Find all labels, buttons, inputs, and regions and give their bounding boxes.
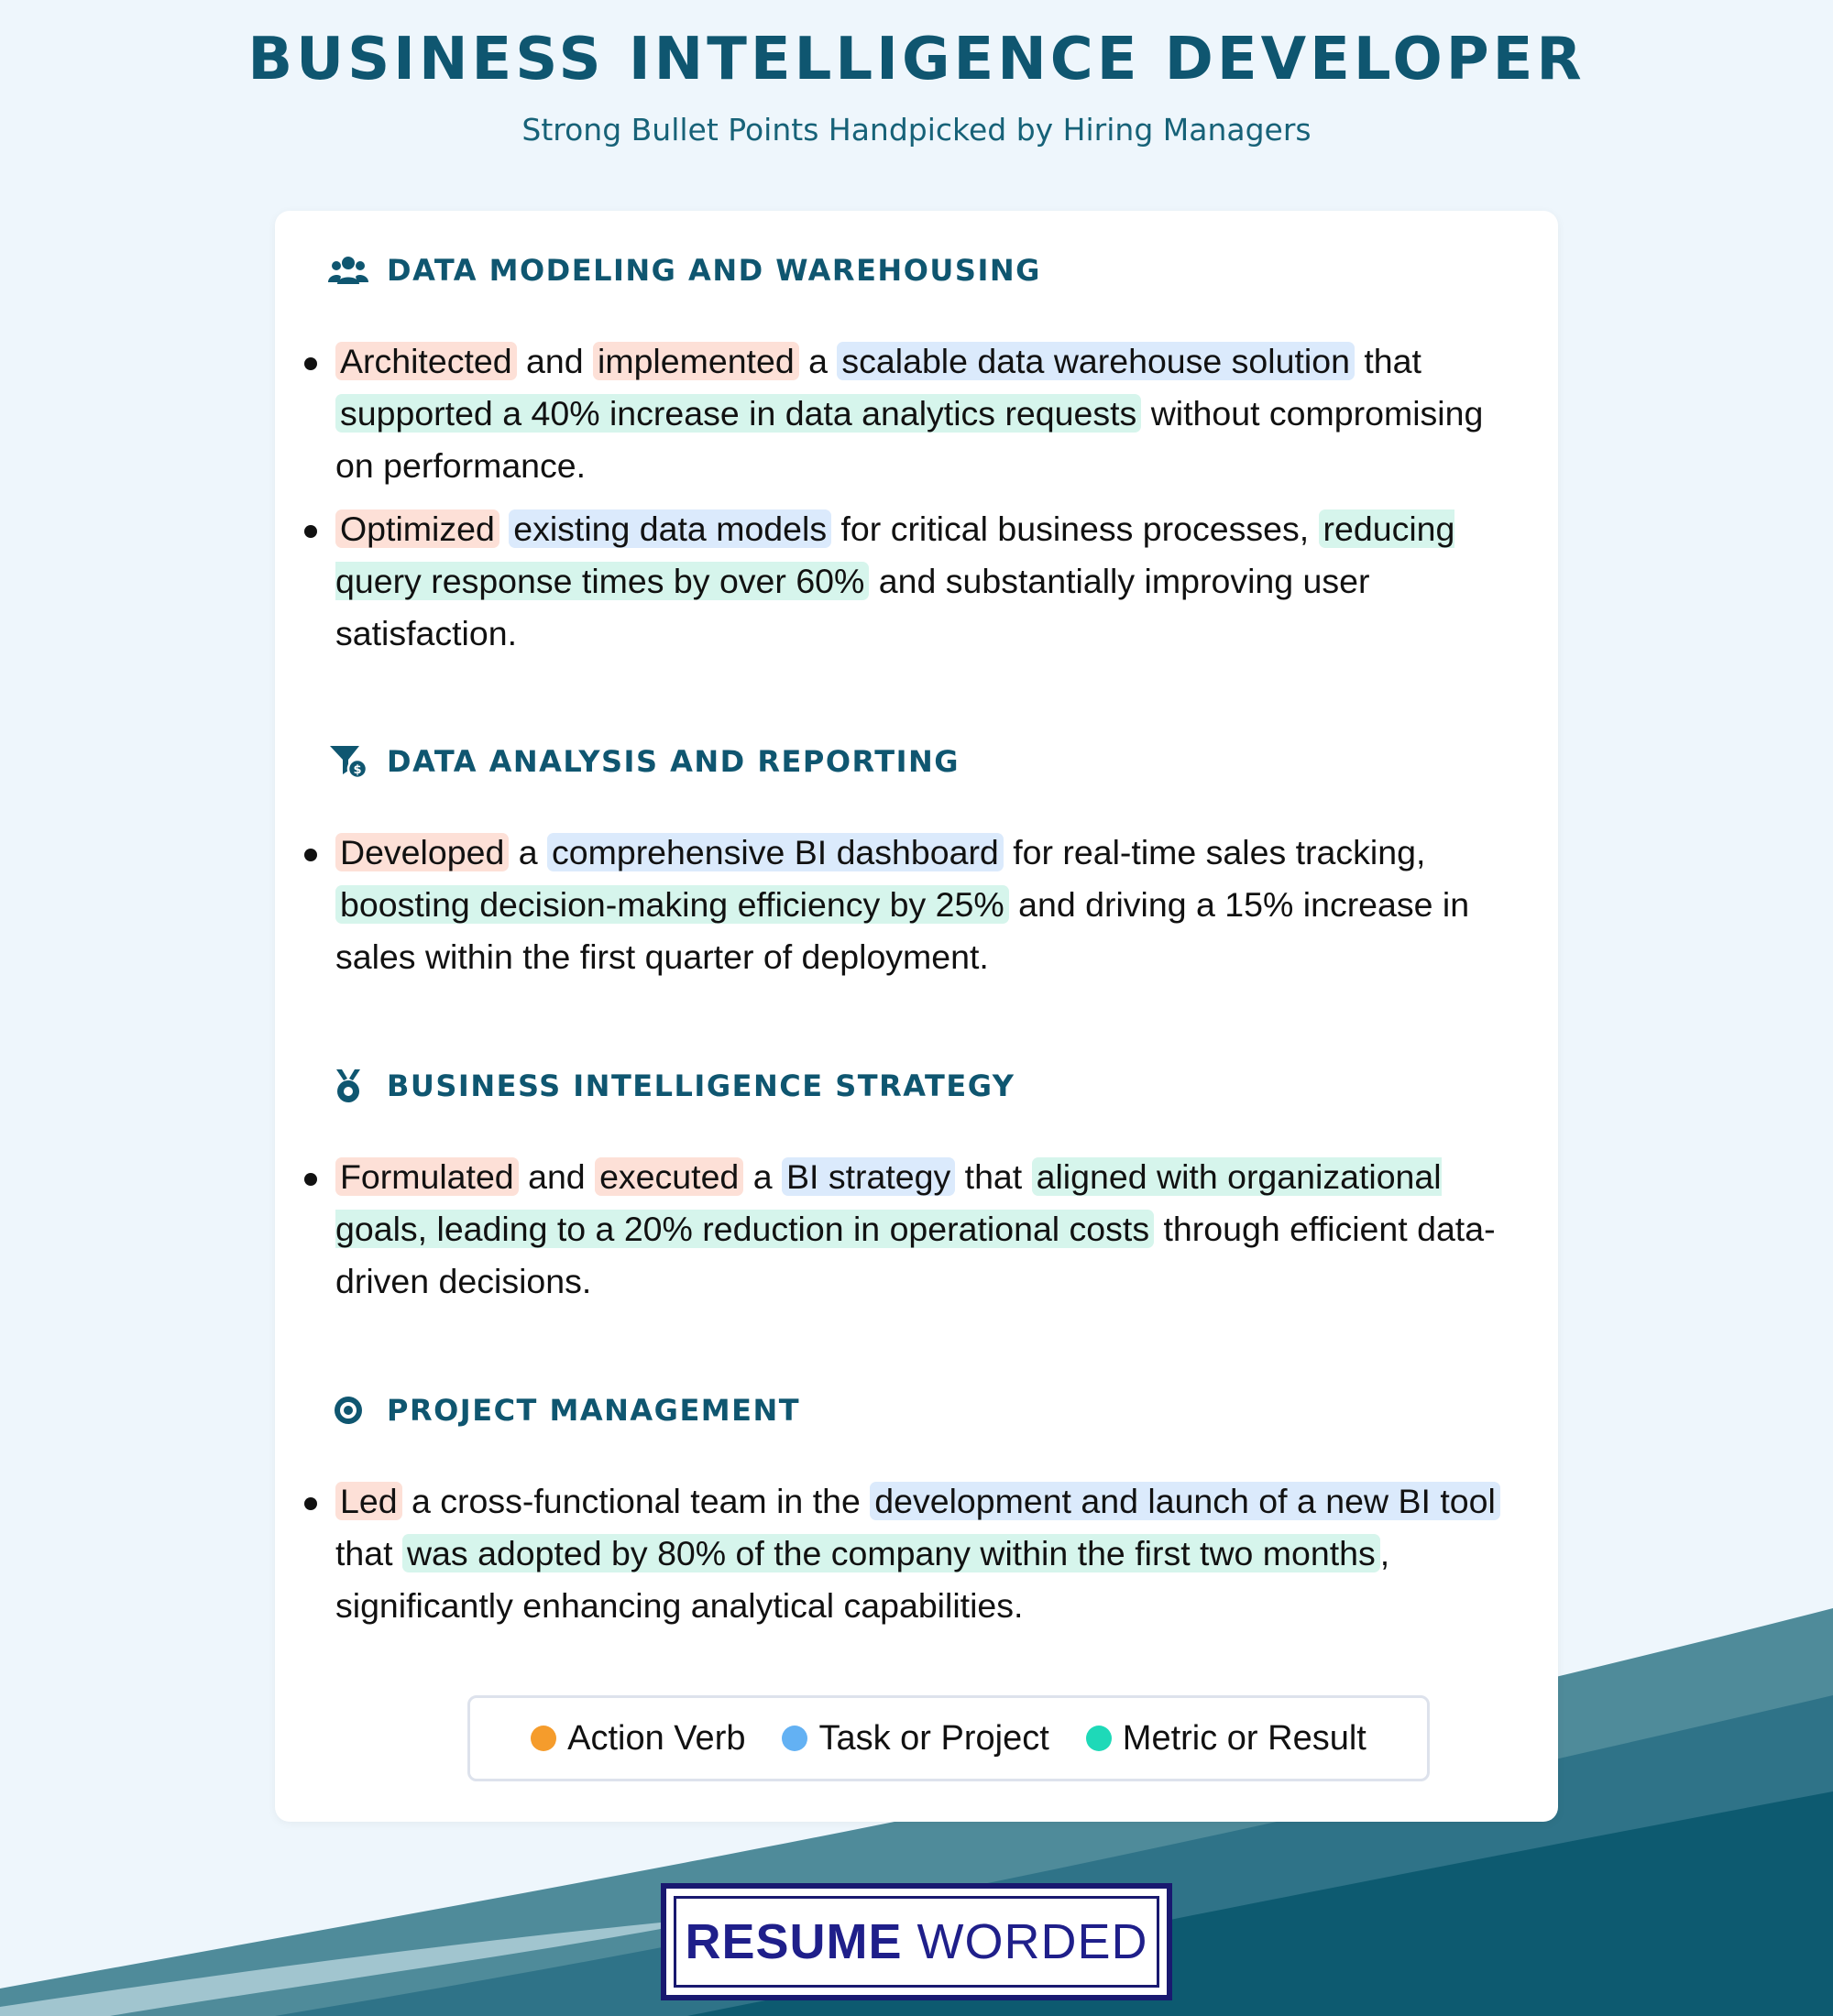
bullet-points-card: [275, 211, 1558, 1822]
bullet-text-segment: a cross-functional team in the: [401, 1482, 871, 1520]
task-highlight: BI strategy: [782, 1157, 955, 1196]
logo-text-light: WORDED: [902, 1914, 1148, 1969]
section-bi-strategy: [275, 1063, 1558, 1319]
action-verb-highlight: Architected: [335, 342, 517, 380]
task-highlight: development and launch of a new BI tool: [870, 1482, 1500, 1520]
page-title: BUSINESS INTELLIGENCE DEVELOPER: [247, 26, 1586, 93]
bullet-text-segment: [499, 509, 509, 548]
metric-highlight: aligned with organizational goals, leading to a 20% reduction in operational costs: [335, 1157, 1442, 1248]
legend-label: Action Verb: [567, 1718, 746, 1758]
section-title: PROJECT MANAGEMENT: [387, 1393, 801, 1428]
bullet-text-segment: a: [509, 833, 547, 871]
bullet-text: [335, 503, 1509, 660]
action-verb-highlight: executed: [595, 1157, 743, 1196]
action-verb-highlight: Formulated: [335, 1157, 519, 1196]
resume-worded-logo[interactable]: [661, 1883, 1172, 2000]
section-title: DATA ANALYSIS AND REPORTING: [387, 744, 960, 779]
bullet-text: [335, 827, 1509, 983]
task-highlight: scalable data warehouse solution: [837, 342, 1355, 380]
bullet-text-segment: that: [335, 1534, 402, 1572]
bullet-text-segment: a: [743, 1157, 782, 1196]
legend-item-metric-or-result: [1086, 1719, 1367, 1759]
legend-dot-orange: [531, 1726, 556, 1751]
metric-highlight: supported a 40% increase in data analytics requests: [335, 394, 1141, 433]
section-data-analysis: [275, 739, 1558, 994]
bullet-list: [275, 827, 1558, 983]
section-heading: [328, 247, 1558, 293]
legend-label: Task or Project: [818, 1718, 1049, 1758]
bullet-text-segment: without compromising on performance.: [335, 394, 1484, 485]
bullet-list: [275, 1475, 1558, 1632]
action-verb-highlight: Led: [335, 1482, 402, 1520]
list-item: [335, 335, 1509, 492]
users-icon: [328, 250, 368, 290]
action-verb-highlight: Optimized: [335, 509, 499, 548]
logo-text-strong: RESUME: [685, 1914, 903, 1969]
bullet-text: [335, 1151, 1509, 1308]
legend-item-action-verb: [531, 1719, 745, 1759]
section-title: DATA MODELING AND WAREHOUSING: [387, 253, 1041, 288]
target-icon: [328, 1390, 368, 1430]
section-data-modeling: [275, 247, 1558, 671]
medal-icon: [328, 1066, 368, 1106]
funnel-dollar-icon: [328, 741, 368, 782]
bullet-text-segment: that: [1354, 342, 1421, 380]
svg-text:$: $: [353, 763, 362, 777]
bullet-text-segment: , significantly enhancing analytical capabilities.: [335, 1534, 1390, 1625]
bullet-text-segment: for critical business processes,: [831, 509, 1319, 548]
bullet-text-segment: a: [798, 342, 838, 380]
legend-label: Metric or Result: [1122, 1718, 1367, 1758]
legend-item-task-or-project: [782, 1719, 1048, 1759]
action-verb-highlight: implemented: [593, 342, 799, 380]
section-project-management: [275, 1387, 1558, 1643]
metric-highlight: reducing query response times by over 60%: [335, 509, 1455, 600]
bullet-text-segment: and substantially improving user satisfaction.: [335, 562, 1370, 652]
task-highlight: existing data models: [509, 509, 831, 548]
bullet-list: [275, 1151, 1558, 1308]
section-heading: [328, 739, 1558, 784]
list-item: [335, 503, 1509, 660]
metric-highlight: was adopted by 80% of the company within the first two months: [402, 1534, 1380, 1572]
action-verb-highlight: Developed: [335, 833, 509, 871]
task-highlight: comprehensive BI dashboard: [547, 833, 1004, 871]
legend-dot-blue: [782, 1726, 807, 1751]
section-heading: [328, 1063, 1558, 1109]
highlight-legend: [467, 1695, 1430, 1781]
bullet-text-segment: for real-time sales tracking,: [1003, 833, 1426, 871]
section-heading: [328, 1387, 1558, 1433]
metric-highlight: boosting decision-making efficiency by 25%: [335, 885, 1009, 924]
bullet-text-segment: and: [516, 342, 593, 380]
bullet-text-segment: and: [518, 1157, 596, 1196]
bullet-text-segment: and driving a 15% increase in sales within the first quarter of deployment.: [335, 885, 1470, 976]
bullet-text-segment: through efficient data-driven decisions.: [335, 1210, 1496, 1300]
list-item: [335, 1475, 1509, 1632]
legend-dot-teal: [1086, 1726, 1112, 1751]
page-subtitle: Strong Bullet Points Handpicked by Hiring Managers: [521, 112, 1312, 148]
section-title: BUSINESS INTELLIGENCE STRATEGY: [387, 1068, 1015, 1103]
list-item: [335, 1151, 1509, 1308]
logo-text: [685, 1913, 1147, 1970]
bullet-text: [335, 1475, 1509, 1632]
bullet-text: [335, 335, 1509, 492]
bullet-list: [275, 335, 1558, 660]
list-item: [335, 827, 1509, 983]
page-header: [0, 26, 1833, 148]
bullet-text-segment: that: [955, 1157, 1032, 1196]
